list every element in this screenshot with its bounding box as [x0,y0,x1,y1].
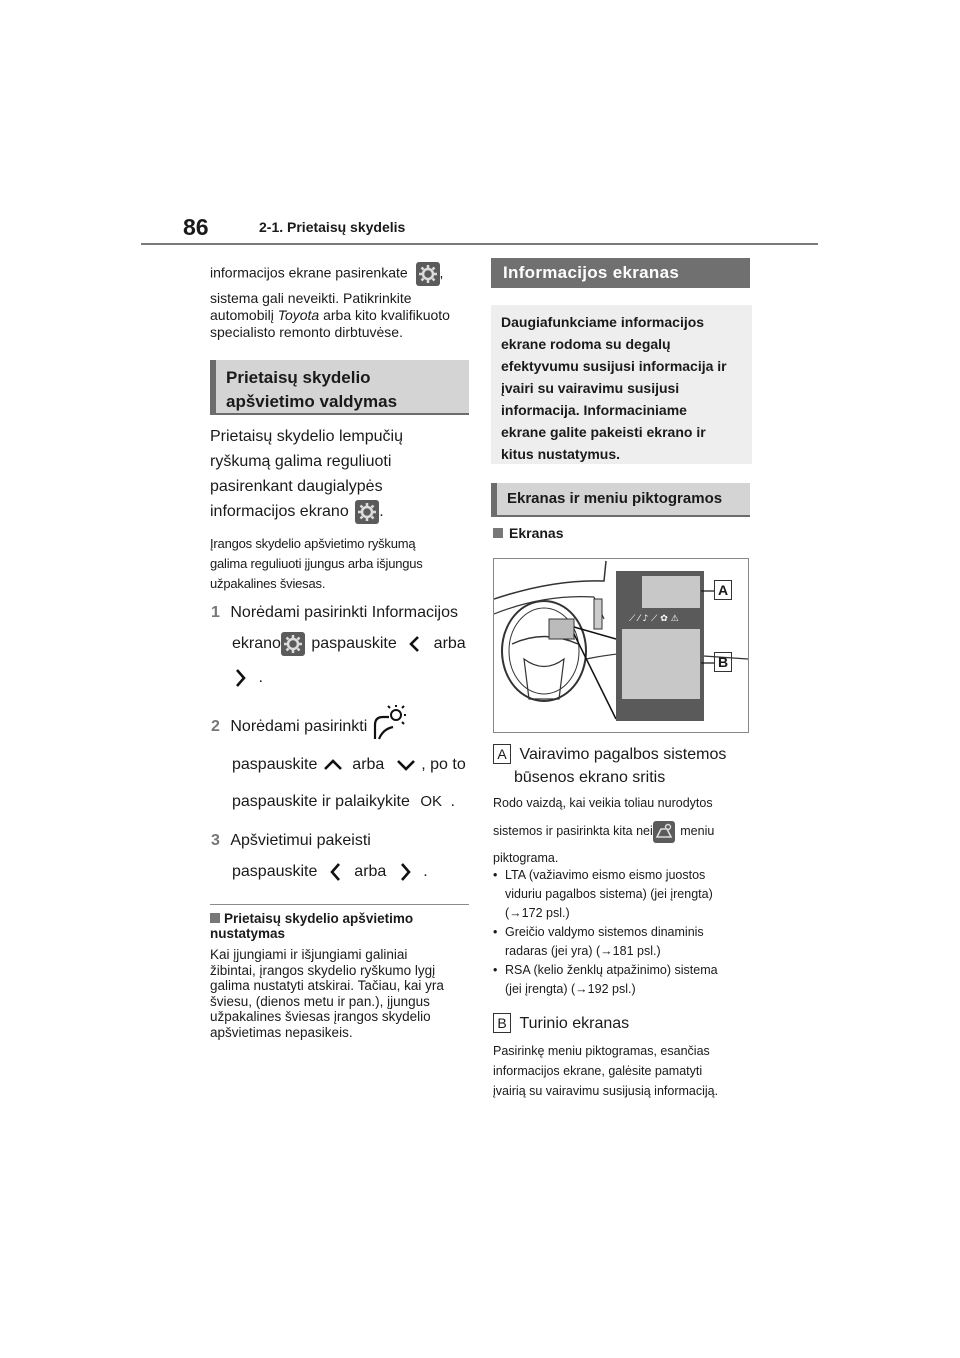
item-a-line2: būsenos ekrano sritis [514,769,666,786]
ekranas-label: Ekranas [493,525,563,541]
chevron-right-icon [397,861,413,883]
gear-icon [355,500,379,524]
section-heading-lighting: Prietaisų skydelio apšvietimo valdymas [210,360,469,415]
chevron-down-icon [395,757,417,773]
para1-line1: Prietaisų skydelio lempučių [210,428,403,445]
square-bullet-icon [493,528,503,538]
subsection-heading-icons: Ekranas ir meniu piktogramos [491,483,750,517]
item-b-label: B [493,1013,511,1033]
brightness-icon [369,703,409,743]
intro-line2: sistema gali neveikti. Patikrinkite [210,290,412,306]
para1-line3: pasirenkant daugialypės [210,478,383,495]
bullet-list [493,866,755,999]
chevron-left-icon [328,861,344,883]
para2-line2: galima reguliuoti įjungus arba išjungus [210,556,423,571]
step1-line2: ekrano paspauskite arba [232,631,466,657]
svg-text:⟋ ⁄ ♪ ⟋ ✿ ⚠: ⟋ ⁄ ♪ ⟋ ✿ ⚠ [629,614,679,624]
square-bullet-icon [210,913,220,923]
info-box: Daugiafunkciame informacijos ekrane rodoma su degalų efektyvumu susijusi informacija ir įvairi su vairavimu susijusi informacija. Informaciniame ekrane galite pakeisti ekrano ir kitus nustatymus. [491,305,752,464]
sub-heading-rule [210,904,469,905]
chevron-right-icon [232,667,248,689]
item-a-desc1: Rodo vaizdą, kai veikia toliau nurodytos [493,796,713,810]
item-a-desc2: sistemos ir pasirinkta kita nei meniu [493,820,714,843]
header-divider [141,243,818,245]
figure-label-b: B [714,652,732,672]
item-a-label: A [493,744,511,764]
item-a-line1: A Vairavimo pagalbos sistemos [493,742,726,768]
intro-line3: automobilį Toyota arba kito kvalifikuoto [210,307,450,323]
chevron-left-icon [407,634,423,654]
step2-line3: paspauskite ir palaikykite OK . [232,793,455,810]
item-a-desc3: piktograma. [493,851,559,865]
driving-assist-icon [653,821,675,843]
list-item: • RSA (kelio ženklų atpažinimo) sistema (jei įrengta) (→192 psl.) [493,963,718,996]
intro-line1: informacijos ekrane pasirenkate , [210,262,443,286]
step3-line2: paspauskite arba . [232,859,428,885]
step2-line1: 2 Norėdami pasirinkti [211,718,368,735]
step3-line1: 3 Apšvietimui pakeisti [211,832,371,849]
dashboard-figure [493,558,749,733]
dashboard-illustration [494,559,748,732]
list-item: • Greičio valdymo sistemos dinaminis radaras (jei yra) (→181 psl.) [493,925,704,958]
figure-label-a: A [714,580,732,600]
page-number: 86 [183,214,209,240]
para2-line3: užpakalines šviesas. [210,576,326,591]
intro-line4: specialisto remonto dirbtuvėse. [210,324,403,340]
ok-label: OK [420,793,443,810]
para1-line4: informacijos ekrano . [210,499,384,525]
para2-line1: Įrangos skydelio apšvietimo ryškumą [210,536,416,551]
section-heading-info-screen: Informacijos ekranas [491,258,750,288]
sub-heading: Prietaisų skydelio apšvietimo nustatymas [210,911,414,941]
chapter-title: 2-1. Prietaisų skydelis [259,219,406,235]
step2-line2: paspauskite arba , po to [232,756,466,773]
chevron-up-icon [322,757,344,773]
step1-line1: 1 Norėdami pasirinkti Informacijos [211,604,458,621]
list-item: • LTA (važiavimo eismo eismo juostos viduriu pagalbos sistema) (jei įrengta) (→172 psl.) [493,868,713,920]
sub-paragraph: Kai įjungiami ir išjungiami galiniai žibintai, įrangos skydelio ryškumo lygį galima nustatyti atskirai. Tačiau, kai yra šviesu, (dienos metu ir pan.), įjungus užpakalines šviesas įrangos skydelio apšvietimas nepasikeis. [210,947,444,1040]
item-b-desc: Pasirinkę meniu piktogramas, esančias informacijos ekrane, galėsite pamatyti įvairią su vairavimu susijusią informaciją. [493,1044,719,1098]
gear-icon [281,632,305,656]
step1-line3: . [232,665,263,691]
gear-icon [416,262,440,286]
item-b-line1: B Turinio ekranas [493,1011,629,1037]
para1-line2: ryškumą galima reguliuoti [210,453,392,470]
